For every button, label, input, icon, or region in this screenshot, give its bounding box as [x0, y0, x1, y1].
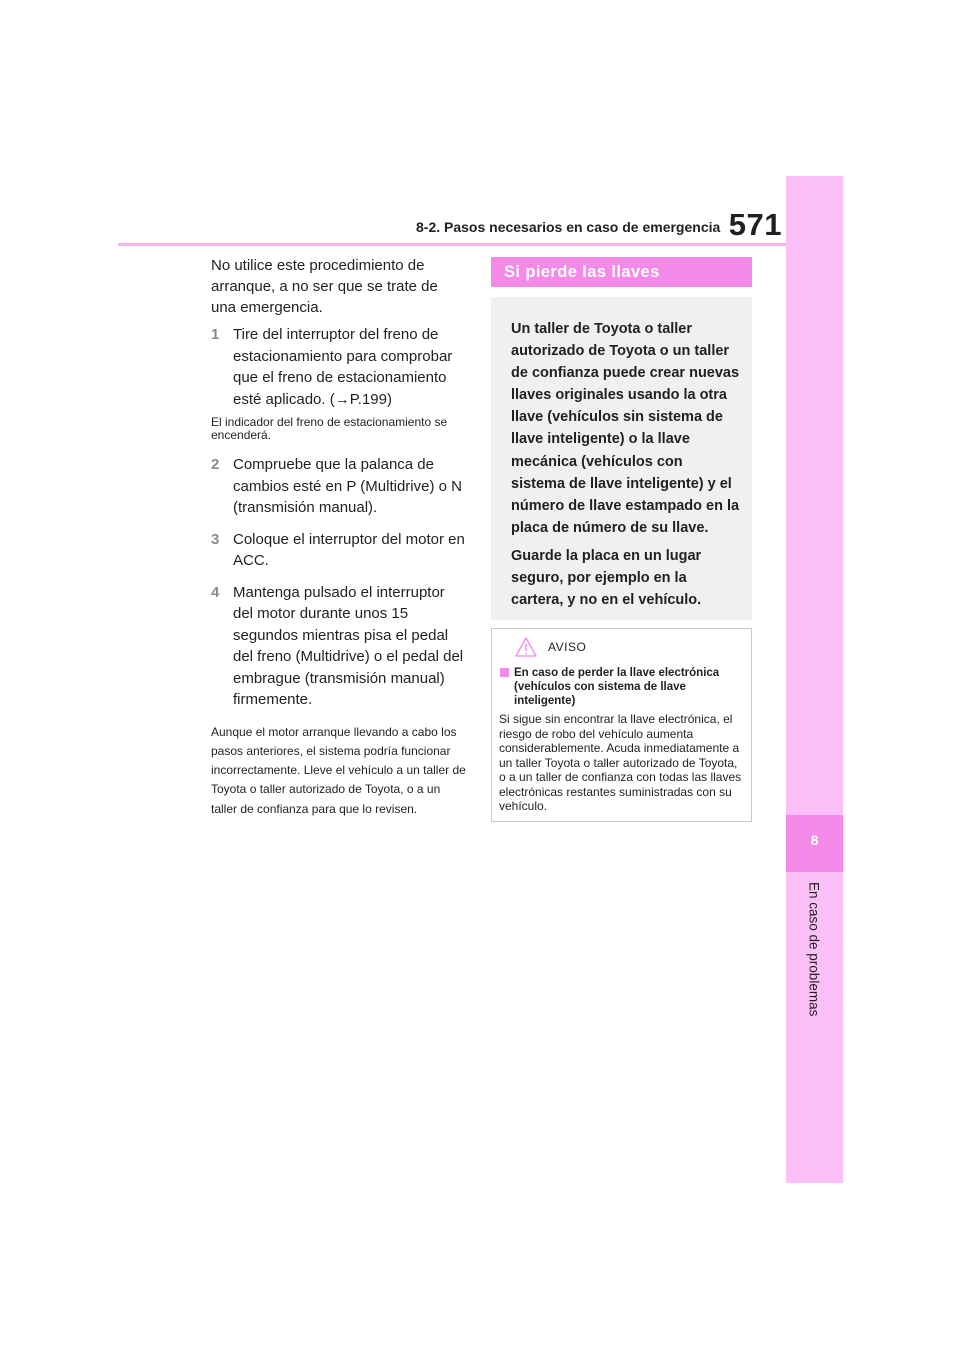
bullet-square-icon: [500, 668, 509, 677]
left-column: [211, 255, 466, 819]
warning-item-title: En caso de perder la llave electrónica (vehículos con sistema de llave inteligente): [514, 667, 720, 708]
warning-item: [499, 666, 744, 708]
step-number: 1: [211, 326, 220, 343]
header-rule: [118, 243, 786, 246]
step-2: [211, 454, 466, 519]
page-number: 571: [728, 207, 782, 242]
warning-box: [491, 628, 752, 822]
step-3: [211, 529, 466, 572]
warning-header: [499, 637, 744, 657]
step-4: [211, 582, 466, 711]
warning-text: Si sigue sin encontrar la llave electrónica, el riesgo de robo del vehículo aumenta considerablemente. Acuda inmediatamente a un taller Toyota o taller autorizado de Toyota, o a un taller de confianza con todas las llaves electrónicas restantes suministradas con su vehículo.: [499, 712, 742, 814]
closing-note: Aunque el motor arranque llevando a cabo los pasos anteriores, el sistema podría funcionar incorrectamente. Lleve el vehículo a un taller de Toyota o taller autorizado de Toyota, o a un taller de confianza para que lo revisen.: [211, 724, 466, 816]
step-1: [211, 324, 466, 410]
section-title: 8-2. Pasos necesarios en caso de emergencia: [416, 219, 721, 235]
info-paragraph-1: Un taller de Toyota o taller autorizado de Toyota o un taller de confianza puede crear nuevas llaves originales usando la otra llave (vehículos sin sistema de llave inteligente) o la llave mecánica (vehículos con sistema de llave inteligente) y el número de llave estampado en la placa de número de su llave.: [511, 321, 740, 536]
info-paragraph-2: Guarde la placa en un lugar seguro, por ejemplo en la cartera, y no en el vehículo.: [511, 547, 702, 609]
chapter-number: 8: [810, 832, 819, 848]
intro-text: No utilice este procedimiento de arranque, a no ser que se trate de una emergencia.: [211, 257, 438, 316]
step-text: Compruebe que la palanca de cambios esté en P (Multidrive) o N (transmisión manual).: [233, 456, 462, 516]
section-heading: Si pierde las llaves: [491, 257, 752, 287]
step-number: 3: [211, 530, 220, 548]
step-text: Coloque el interruptor del motor en ACC.: [233, 530, 465, 569]
step-number: 2: [211, 456, 220, 473]
step-text: Tire del interruptor del freno de estacionamiento para comprobar que el freno de estacionamiento esté aplicado. (→P.199): [233, 326, 453, 408]
warning-label: AVISO: [548, 640, 587, 655]
right-column: [491, 257, 752, 822]
step-1-note: El indicador del freno de estacionamiento se encenderá.: [211, 415, 448, 442]
info-box: [491, 297, 752, 620]
chapter-label: En caso de problemas: [806, 882, 822, 1017]
warning-triangle-icon: [515, 637, 537, 657]
chapter-side-tab: [786, 176, 843, 1183]
step-text: Mantenga pulsado el interruptor del motor durante unos 15 segundos mientras pisa el pedal del freno (Multidrive) o el pedal del embrague (transmisión manual) firmemente.: [233, 583, 464, 708]
step-number: 4: [211, 583, 220, 601]
